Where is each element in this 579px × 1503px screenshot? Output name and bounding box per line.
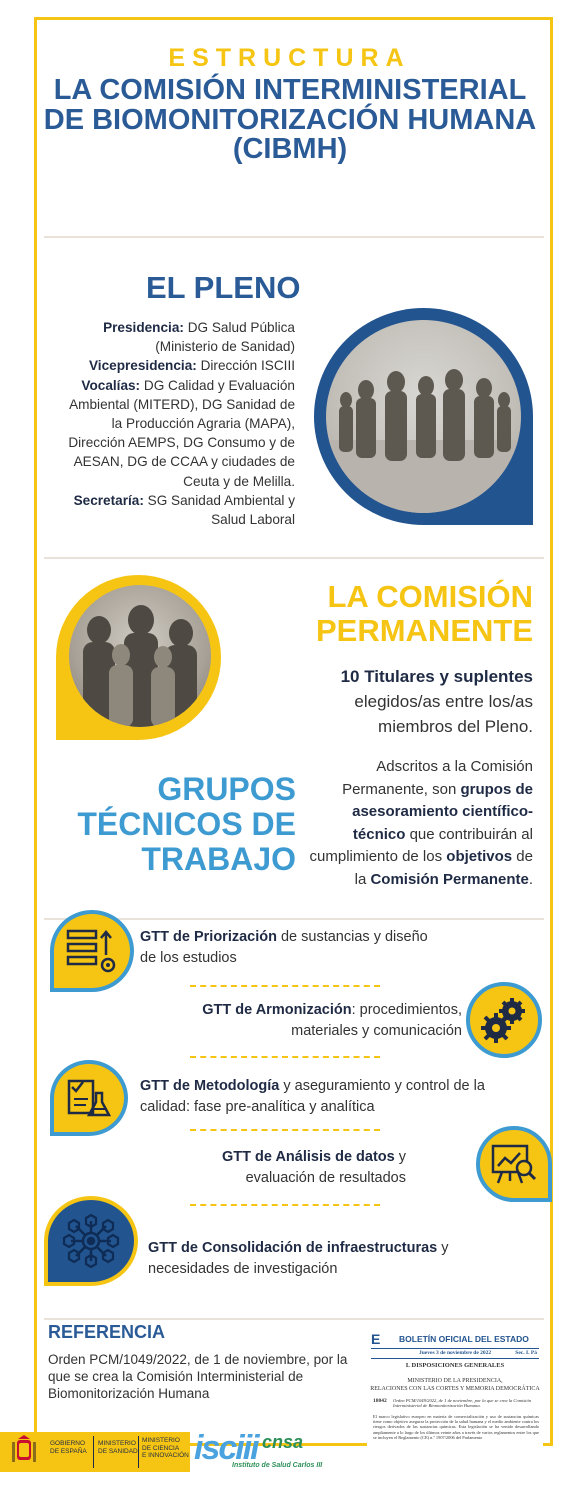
permanente-title: LA COMISIÓN PERMANENTE (315, 579, 533, 648)
permanente-description: 10 Titulares y suplentes elegidos/as entre los/as miembros del Pleno. (340, 667, 533, 736)
footer-logos (0, 1424, 579, 1503)
referencia-text: Orden PCM/1049/2022, de 1 de noviembre, por la que se crea la Comisión Interministerial de Biomonitorización Humana (48, 1352, 348, 1401)
gobierno-text: GOBIERNO DE ESPAÑA (50, 1440, 87, 1455)
divider (44, 236, 544, 238)
instituto-text: Instituto de Salud Carlos III (232, 1462, 323, 1469)
referencia-title: REFERENCIA (48, 1322, 166, 1342)
kicker: ESTRUCTURA (168, 44, 411, 72)
logo-divider (93, 1436, 94, 1468)
boe-rule (371, 1358, 539, 1359)
logo-divider (138, 1436, 139, 1468)
grupos-title: GRUPOS TÉCNICOS DE TRABAJO (77, 771, 296, 877)
dashed-divider (190, 1056, 380, 1058)
pleno-composition (55, 318, 295, 529)
vicepresidencia-label: Vicepresidencia: Dirección ISCIII (88, 358, 295, 374)
ministerio-sanidad-text: MINISTERIO DE SANIDAD (98, 1440, 138, 1455)
pleno-photo (314, 308, 533, 525)
checklist-flask-icon (50, 1060, 128, 1136)
boe-rule (371, 1348, 539, 1349)
list-gear-icon (50, 910, 134, 992)
boe-paragraph: El marco legislativo europeo en materia de comercialización y uso de sustancias químicas tiene como objetivo asegurar la protección de la salud humana y el medio ambiente contra los riesgos derivados de las sustancias químicas. Esta legislación se ha venido desarrollando ampliamente a lo largo de los últimos veinte años a través de varios reglamentos entre los que se incluyen el Reglamento (CE) n.º 1907/2006 del Parlamento (373, 1414, 539, 1440)
permanente-photo (56, 575, 221, 740)
ministerio-ciencia-text: MINISTERIO DE CIENCIA E INNOVACIÓN (142, 1437, 189, 1459)
gears-icon (466, 982, 542, 1058)
boe-ministry: RELACIONES CON LAS CORTES Y MEMORIA DEMOCRÁTICA (370, 1386, 540, 1392)
isciii-logo: isciii (194, 1429, 258, 1467)
divider (44, 557, 544, 559)
gtt-priorizacion: GTT de Priorización de sustancias y diseño de los estudios (140, 929, 428, 966)
gtt-metodologia: GTT de Metodología y aseguramiento y control de la calidad: fase pre-analítica y analítica (140, 1078, 485, 1115)
boe-section: I. DISPOSICIONES GENERALES (405, 1362, 505, 1369)
boe-order-title: Orden PCM/1049/2022, de 1 de noviembre, por la que se crea la Comisión Interministerial de Biomonitorización Humana. (393, 1398, 532, 1409)
pleno-title: EL PLENO (146, 270, 301, 305)
boe-ministry: MINISTERIO DE LA PRESIDENCIA, (407, 1378, 503, 1384)
boe-logo: E (371, 1331, 381, 1347)
boe-header: BOLETÍN OFICIAL DEL ESTADO (399, 1334, 529, 1344)
network-gear-icon (44, 1196, 138, 1286)
chart-magnifier-icon (476, 1126, 552, 1202)
boe-number: 18042 (373, 1398, 387, 1404)
main-title: LA COMISIÓN INTERMINISTERIAL DE BIOMONITORIZACIÓN HUMANA (CIBMH) (43, 74, 537, 165)
boe-sec: Sec. I. Pá (515, 1350, 537, 1356)
spain-coat-of-arms-icon (6, 1434, 42, 1470)
dashed-divider (190, 985, 380, 987)
divider (44, 1318, 544, 1320)
dashed-divider (190, 1129, 380, 1131)
boe-date: Jueves 3 de noviembre de 2022 (419, 1350, 492, 1356)
presidencia-label: Presidencia: DG Salud Pública (Ministerio de Sanidad) (103, 320, 295, 355)
gtt-consolidacion: GTT de Consolidación de infraestructuras y necesidades de investigación (148, 1240, 449, 1277)
cnsa-logo: cnsa (262, 1432, 304, 1452)
dashed-divider (190, 1204, 380, 1206)
secretaria-label: Secretaría: SG Sanidad Ambiental y Salud Laboral (73, 492, 295, 528)
gtt-armonizacion: GTT de Armonización: procedimientos, materiales y comunicación (202, 1002, 462, 1039)
grupos-intro: Adscritos a la Comisión Permanente, son grupos de asesoramiento científico-técnico que contribuirán al cumplimiento de los objetivos de la Comisión Permanente. (309, 758, 533, 888)
vocalias-label: Vocalías: DG Calidad y Evaluación Ambiental (MITERD), DG Sanidad de la Producción Agraria (MAPA), Dirección AEMPS, DG Consumo y de AESAN, DG de CCAA y ciudades de Ceuta y de Melilla. (68, 377, 295, 489)
gtt-analisis-datos: GTT de Análisis de datos y evaluación de resultados (222, 1149, 406, 1186)
